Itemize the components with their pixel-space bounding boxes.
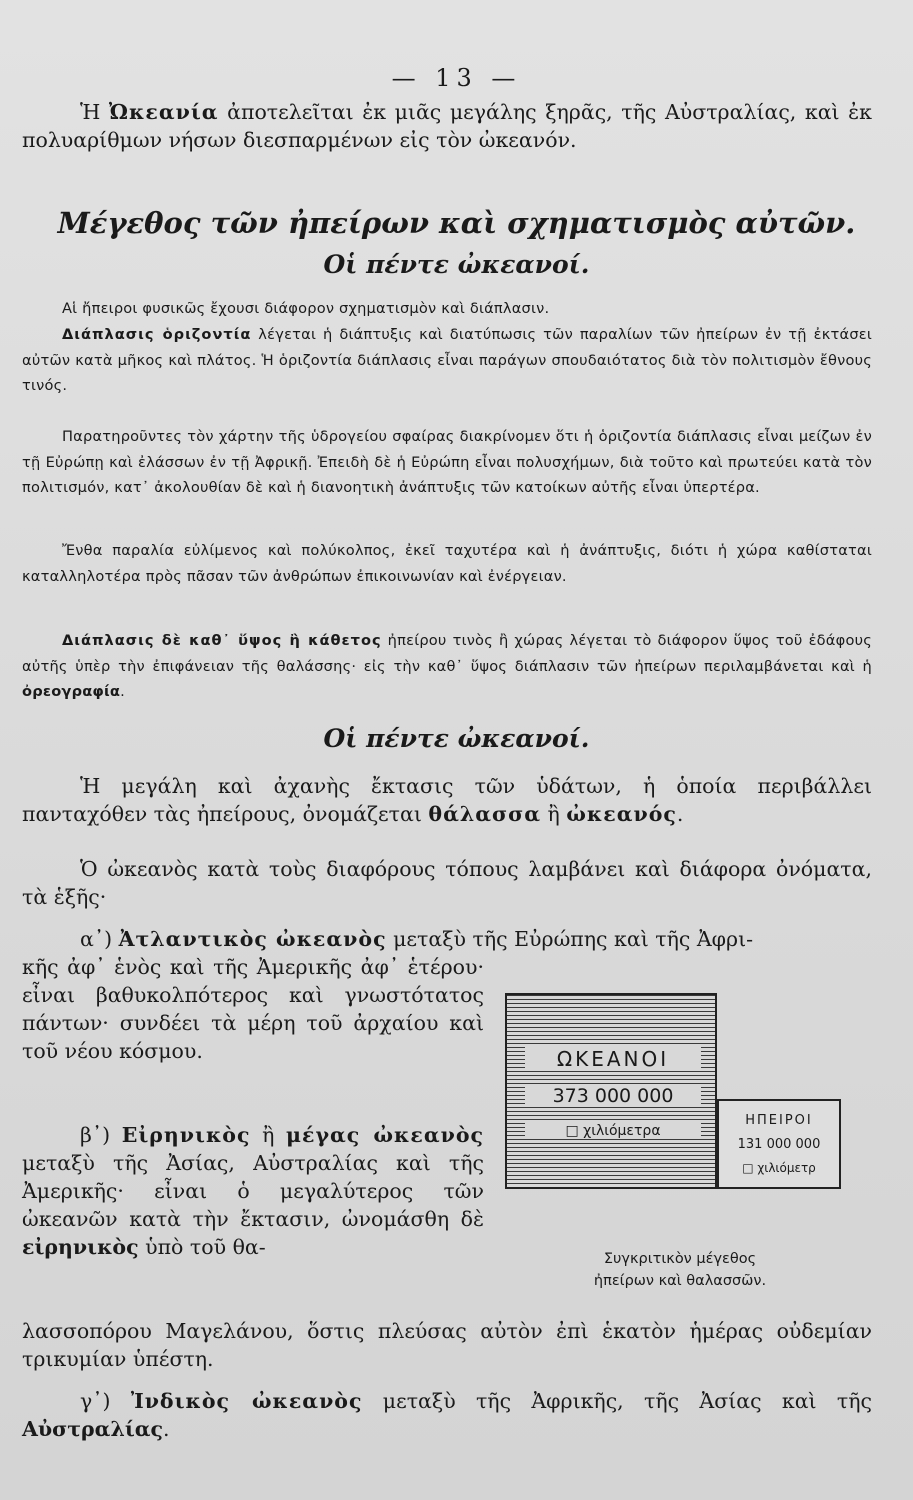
continents-value: 131 000 000 bbox=[737, 1137, 821, 1152]
paragraph-vertical-end: . bbox=[120, 683, 126, 700]
item-atlantic-rest: κῆς ἀφ᾽ ἑνὸς καὶ τῆς Ἀμερικῆς ἀφ᾽ ἑτέρου· εἶναι βαθυκολπότερος καὶ γνωστότατος πάντων· συνδέει τὰ μέρη τοῦ ἀρχαίου καὶ τοῦ νέου κόσμου. bbox=[22, 955, 484, 1063]
intro-paragraph bbox=[22, 98, 872, 154]
continents-unit: □ χιλιόμετρ bbox=[742, 1161, 816, 1175]
paragraph-vertical-text: ἠπείρου τινὸς ἢ χώρας λέγεται τὸ διάφορον ὕψος τοῦ ἐδάφους αὐτῆς ὑπὲρ τὴν ἐπιφάνειαν τῆς θαλάσσης· εἰς τὴν καθ᾽ ὕψος διάπλασιν τῶν ἠπείρων περιλαμβάνεται καὶ ἡ bbox=[22, 632, 872, 675]
item-atlantic-first-line bbox=[22, 925, 872, 953]
continents-title: ΗΠΕΙΡΟΙ bbox=[745, 1113, 813, 1128]
oceans-unit: □ χιλιόμετρα bbox=[525, 1123, 701, 1139]
item-atlantic-first: μεταξὺ τῆς Εὐρώπης καὶ τῆς Ἀφρι- bbox=[386, 927, 754, 951]
item-indian-text: μεταξὺ τῆς Ἀφρικῆς, τῆς Ἀσίας καὶ τῆς bbox=[362, 1389, 872, 1413]
item-indian-label: γ᾽) bbox=[80, 1389, 131, 1413]
term-ocean: ὠκεανός bbox=[566, 802, 677, 826]
item-pacific-rest: λασσοπόρου Μαγελάνου, ὅστις πλεύσας αὐτὸν ἐπὶ ἑκατὸν ἡμέρας οὐδεμίαν τρικυμίαν ὑπέστη. bbox=[22, 1319, 872, 1371]
paragraph-vertical bbox=[22, 628, 872, 705]
paragraph-oceans-intro bbox=[22, 772, 872, 828]
item-indian-end: . bbox=[163, 1417, 170, 1441]
oceans-title: ΩΚΕΑΝΟΙ bbox=[525, 1047, 701, 1071]
item-pacific-text: μεταξὺ τῆς Ἀσίας, Αὐστραλίας καὶ τῆς Ἀμερικῆς· εἶναι ὁ μεγαλύτερος τῶν ὠκεανῶν κατὰ τὴν ἔκτασιν, ὠνομάσθη δὲ bbox=[22, 1151, 484, 1231]
term-horizontal: Διάπλασις ὁριζοντία bbox=[62, 326, 252, 343]
oceans-intro-or: ἢ bbox=[541, 802, 567, 826]
item-indian bbox=[22, 1387, 872, 1443]
paragraph-names: Ὁ ὠκεανὸς κατὰ τοὺς διαφόρους τόπους λαμβάνει καὶ διάφορα ὀνόματα, τὰ ἑξῆς· bbox=[22, 857, 872, 909]
paragraph-horizontal-text: λέγεται ἡ διάπτυξις καὶ διατύπωσις τῶν παραλίων τῶν ἠπείρων ἐν τῇ ἐκτάσει αὐτῶν κατὰ μῆκος καὶ πλάτος. Ἡ ὁριζοντία διάπλασις εἶναι παράγων σπουδαιότατος διὰ τὸν πολιτισμὸν ἔθνους τινός. bbox=[22, 326, 872, 394]
oceans-value: 373 000 000 bbox=[525, 1085, 701, 1107]
term-great-ocean: μέγας ὠκεανὸς bbox=[285, 1123, 484, 1147]
size-comparison-diagram bbox=[505, 993, 843, 1193]
oceans-intro-text: Ἡ μεγάλη καὶ ἀχανὴς ἔκτασις τῶν ὑδάτων, ἡ ὁποία περιβάλλει πανταχόθεν τὰς ἠπείρους, ὀνομάζεται bbox=[22, 774, 872, 826]
term-vertical: Διάπλασις δὲ καθ᾽ ὕψος ἢ κάθετος bbox=[62, 632, 382, 649]
term-sea: θάλασσα bbox=[428, 802, 542, 826]
item-pacific-label: β᾽) bbox=[80, 1123, 122, 1147]
paragraph-europe: Παρατηροῦντες τὸν χάρτην τῆς ὑδρογείου σφαίρας διακρίνομεν ὅτι ἡ ὁριζοντία διάπλασις εἶναι μείζων ἐν τῇ Εὐρώπῃ καὶ ἐλάσσων ἐν τῇ Ἀφρικῇ. Ἐπειδὴ δὲ ἡ Εὐρώπη εἶναι πολυσχήμων, διὰ τοῦτο καὶ πρωτεύει κατὰ τὸν πολιτισμόν, κατ᾽ ἀκολουθίαν δὲ καὶ ἡ διανοητικὴ ἀνάπτυξις τῶν κατοίκων αὐτῆς εἶναι ὑπερτέρα. bbox=[22, 428, 872, 496]
paragraph-horizontal bbox=[22, 322, 872, 399]
term-pacific: Εἰρηνικὸς bbox=[121, 1123, 251, 1147]
oceans-intro-end: . bbox=[676, 802, 684, 826]
diagram-caption-line2: ἠπείρων καὶ θαλασσῶν. bbox=[593, 1273, 767, 1289]
continents-area-box bbox=[717, 1099, 841, 1189]
item-pacific-text2: ὑπὸ τοῦ θα- bbox=[138, 1235, 266, 1259]
term-atlantic: Ἀτλαντικὸς ὠκεανὸς bbox=[118, 927, 387, 951]
term-orography: ὀρεογραφία bbox=[22, 683, 121, 700]
diagram-caption-line1: Συγκριτικὸν μέγεθος bbox=[603, 1251, 757, 1267]
item-pacific bbox=[22, 1121, 484, 1261]
intro-term: Ὠκεανία bbox=[108, 100, 219, 124]
term-peaceful: εἰρηνικὸς bbox=[22, 1235, 139, 1259]
paragraph-shapes: Αἱ ἤπειροι φυσικῶς ἔχουσι διάφορον σχηματισμὸν καὶ διάπλασιν. bbox=[62, 300, 550, 317]
page-number: — 13 — bbox=[391, 64, 522, 92]
item-atlantic-label: α᾽) bbox=[80, 927, 119, 951]
term-australia: Αὐστραλίας bbox=[22, 1417, 163, 1441]
subsection-heading: Οἱ πέντε ὠκεανοί. bbox=[323, 250, 590, 279]
section-heading: Μέγεθος τῶν ἠπείρων καὶ σχηματισμὸς αὐτῶν. bbox=[57, 206, 856, 240]
oceans-area-box bbox=[505, 993, 717, 1189]
paragraph-coast: Ἔνθα παραλία εὐλίμενος καὶ πολύκολπος, ἐκεῖ ταχυτέρα καὶ ἡ ἀνάπτυξις, διότι ἡ χώρα καθίσταται καταλληλοτέρα πρὸς πᾶσαν τῶν ἀνθρώπων ἐπικοινωνίαν καὶ ἐνέργειαν. bbox=[22, 542, 872, 585]
intro-lead: Ἡ bbox=[80, 100, 109, 124]
oceans-heading: Οἱ πέντε ὠκεανοί. bbox=[323, 724, 590, 753]
intro-rest: ἀποτελεῖται ἐκ μιᾶς μεγάλης ξηρᾶς, τῆς Αὐστραλίας, καὶ ἐκ πολυαρίθμων νήσων διεσπαρμένων εἰς τὸν ὠκεανόν. bbox=[22, 100, 872, 152]
item-pacific-or: ἢ bbox=[250, 1123, 286, 1147]
term-indian: Ἰνδικὸς ὠκεανὸς bbox=[130, 1389, 363, 1413]
